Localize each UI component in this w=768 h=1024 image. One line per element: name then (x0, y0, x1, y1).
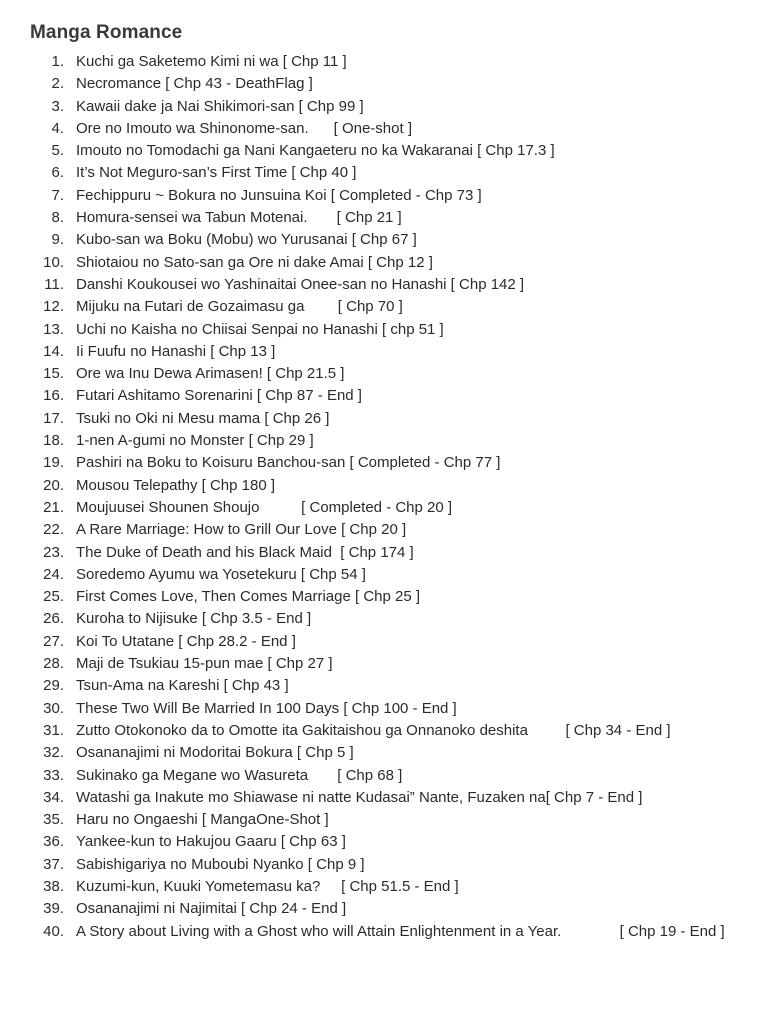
list-item-text: Ore no Imouto wa Shinonome-san. [ One-shot ] (76, 119, 412, 137)
list-item-number: 23. (43, 543, 64, 561)
list-item (30, 207, 750, 229)
list-item (30, 742, 750, 764)
list-item-text: Ore wa Inu Dewa Arimasen! [ Chp 21.5 ] (76, 365, 345, 383)
list-item (30, 631, 750, 653)
list-item (30, 765, 750, 787)
list-item-number: 32. (43, 744, 64, 762)
list-item-text: Kuzumi-kun, Kuuki Yometemasu ka? [ Chp 51.5 - End ] (76, 877, 459, 895)
list-item (30, 385, 750, 407)
list-item-number: 16. (43, 387, 64, 405)
list-item (30, 252, 750, 274)
list-item-number: 29. (43, 677, 64, 695)
list-item-number: 38. (43, 877, 64, 895)
list-item (30, 430, 750, 452)
list-item-number: 15. (43, 365, 64, 383)
list-item-text: Homura-sensei wa Tabun Motenai. [ Chp 21 ] (76, 209, 402, 227)
list-item (30, 586, 750, 608)
list-item-text: Koi To Utatane [ Chp 28.2 - End ] (76, 632, 296, 650)
list-item-number: 24. (43, 565, 64, 583)
list-item (30, 698, 750, 720)
list-item-text: Haru no Ongaeshi [ MangaOne-Shot ] (76, 811, 329, 829)
list-item-text: It’s Not Meguro-san’s First Time [ Chp 40 ] (76, 164, 357, 182)
list-item-number: 20. (43, 476, 64, 494)
list-item (30, 831, 750, 853)
list-item (30, 319, 750, 341)
list-item-number: 10. (43, 253, 64, 271)
list-item (30, 675, 750, 697)
list-item (30, 96, 750, 118)
list-item-text: Ii Fuufu no Hanashi [ Chp 13 ] (76, 342, 276, 360)
list-item-text: Maji de Tsukiau 15-pun mae [ Chp 27 ] (76, 655, 333, 673)
list-item-number: 14. (43, 342, 64, 360)
list-item (30, 720, 750, 742)
list-item (30, 542, 750, 564)
list-item (30, 475, 750, 497)
list-item-number: 30. (43, 699, 64, 717)
list-item-number: 22. (43, 521, 64, 539)
list-item-number: 27. (43, 632, 64, 650)
list-item-number: 13. (43, 320, 64, 338)
list-item-number: 39. (43, 900, 64, 918)
list-item-text: A Rare Marriage: How to Grill Our Love [ Chp 20 ] (76, 521, 407, 539)
list-item-text: These Two Will Be Married In 100 Days [ Chp 100 - End ] (76, 699, 457, 717)
list-item (30, 876, 750, 898)
list-item-number: 33. (43, 766, 64, 784)
list-item-number: 7. (51, 186, 64, 204)
note-title: Manga Romance (30, 22, 183, 43)
list-item (30, 519, 750, 541)
list-item-number: 5. (51, 142, 64, 160)
list-item-text: Necromance [ Chp 43 - DeathFlag ] (76, 75, 313, 93)
list-item-text: Kawaii dake ja Nai Shikimori-san [ Chp 99 ] (76, 97, 364, 115)
list-item-number: 12. (43, 298, 64, 316)
list-item-text: Osananajimi ni Modoritai Bokura [ Chp 5 ] (76, 744, 354, 762)
manga-list (30, 51, 750, 943)
list-item-number: 1. (51, 53, 64, 70)
list-item (30, 653, 750, 675)
list-item-text: Kubo-san wa Boku (Mobu) wo Yurusanai [ Chp 67 ] (76, 231, 417, 249)
list-item (30, 51, 750, 73)
list-item (30, 408, 750, 430)
list-item-text: Soredemo Ayumu wa Yosetekuru [ Chp 54 ] (76, 565, 366, 583)
list-item-text: Danshi Koukousei wo Yashinaitai Onee-san no Hanashi [ Chp 142 ] (76, 275, 525, 293)
list-item-text: Sukinako ga Megane wo Wasureta [ Chp 68 ] (76, 766, 403, 784)
list-item-number: 4. (51, 119, 64, 137)
list-item-text: Tsun-Ama na Kareshi [ Chp 43 ] (76, 677, 289, 695)
list-item (30, 564, 750, 586)
list-item (30, 608, 750, 630)
list-item-number: 26. (43, 610, 64, 628)
list-item-text: Mijuku na Futari de Gozaimasu ga [ Chp 70 ] (76, 298, 403, 316)
list-item-number: 21. (43, 498, 64, 516)
list-item-text: Sabishigariya no Muboubi Nyanko [ Chp 9 ] (76, 855, 365, 873)
list-item-text: Kuroha to Nijisuke [ Chp 3.5 - End ] (76, 610, 312, 628)
list-item-text: Mousou Telepathy [ Chp 180 ] (76, 476, 276, 494)
list-item (30, 341, 750, 363)
list-item (30, 296, 750, 318)
list-item (30, 363, 750, 385)
list-item-number: 28. (43, 655, 64, 673)
list-item-number: 3. (51, 97, 64, 115)
list-item-number: 36. (43, 833, 64, 851)
list-item-text: The Duke of Death and his Black Maid [ Chp 174 ] (76, 543, 414, 561)
note-body[interactable] (30, 20, 750, 943)
list-item (30, 787, 750, 809)
list-item-number: 40. (43, 922, 64, 940)
list-item (30, 898, 750, 920)
list-item-number: 19. (43, 454, 64, 472)
list-item-text: A Story about Living with a Ghost who will Attain Enlightenment in a Year. [ Chp 19 - End ] (76, 922, 725, 940)
list-item (30, 854, 750, 876)
list-item-text: First Comes Love, Then Comes Marriage [ Chp 25 ] (76, 588, 421, 606)
list-item-text: Kuchi ga Saketemo Kimi ni wa [ Chp 11 ] (76, 53, 347, 70)
list-item (30, 497, 750, 519)
list-item-number: 8. (51, 209, 64, 227)
list-item (30, 229, 750, 251)
list-item-text: Watashi ga Inakute mo Shiawase ni natte Kudasai” Nante, Fuzaken na[ Chp 7 - End ] (76, 788, 643, 806)
list-item (30, 118, 750, 140)
list-item-number: 25. (43, 588, 64, 606)
list-item-text: Shiotaiou no Sato-san ga Ore ni dake Amai [ Chp 12 ] (76, 253, 433, 271)
list-item (30, 73, 750, 95)
list-item (30, 921, 750, 943)
list-item-number: 31. (43, 721, 64, 739)
list-item-text: Tsuki no Oki ni Mesu mama [ Chp 26 ] (76, 409, 330, 427)
list-item-text: Moujuusei Shounen Shoujo [ Completed - Chp 20 ] (76, 498, 453, 516)
list-item-text: Uchi no Kaisha no Chiisai Senpai no Hanashi [ chp 51 ] (76, 320, 444, 338)
list-item-number: 37. (43, 855, 64, 873)
list-item (30, 452, 750, 474)
list-item (30, 274, 750, 296)
list-item-number: 17. (43, 409, 64, 427)
list-item-text: Pashiri na Boku to Koisuru Banchou-san [ Completed - Chp 77 ] (76, 454, 501, 472)
list-item-number: 6. (51, 164, 64, 182)
list-item-text: 1-nen A-gumi no Monster [ Chp 29 ] (76, 432, 314, 450)
list-item-text: Futari Ashitamo Sorenarini [ Chp 87 - End ] (76, 387, 362, 405)
list-item (30, 162, 750, 184)
list-item (30, 809, 750, 831)
list-item-number: 35. (43, 811, 64, 829)
list-item-number: 2. (51, 75, 64, 93)
list-item-number: 11. (44, 275, 64, 293)
list-item-text: Osananajimi ni Najimitai [ Chp 24 - End ] (76, 900, 347, 918)
list-item (30, 185, 750, 207)
list-item-number: 34. (43, 788, 64, 806)
list-item-text: Yankee-kun to Hakujou Gaaru [ Chp 63 ] (76, 833, 346, 851)
list-item-text: Fechippuru ~ Bokura no Junsuina Koi [ Completed - Chp 73 ] (76, 186, 482, 204)
list-item-number: 18. (43, 432, 64, 450)
list-item-text: Imouto no Tomodachi ga Nani Kangaeteru no ka Wakaranai [ Chp 17.3 ] (76, 142, 555, 160)
list-item-number: 9. (51, 231, 64, 249)
list-item-text: Zutto Otokonoko da to Omotte ita Gakitaishou ga Onnanoko deshita [ Chp 34 - End ] (76, 721, 671, 739)
list-item (30, 140, 750, 162)
